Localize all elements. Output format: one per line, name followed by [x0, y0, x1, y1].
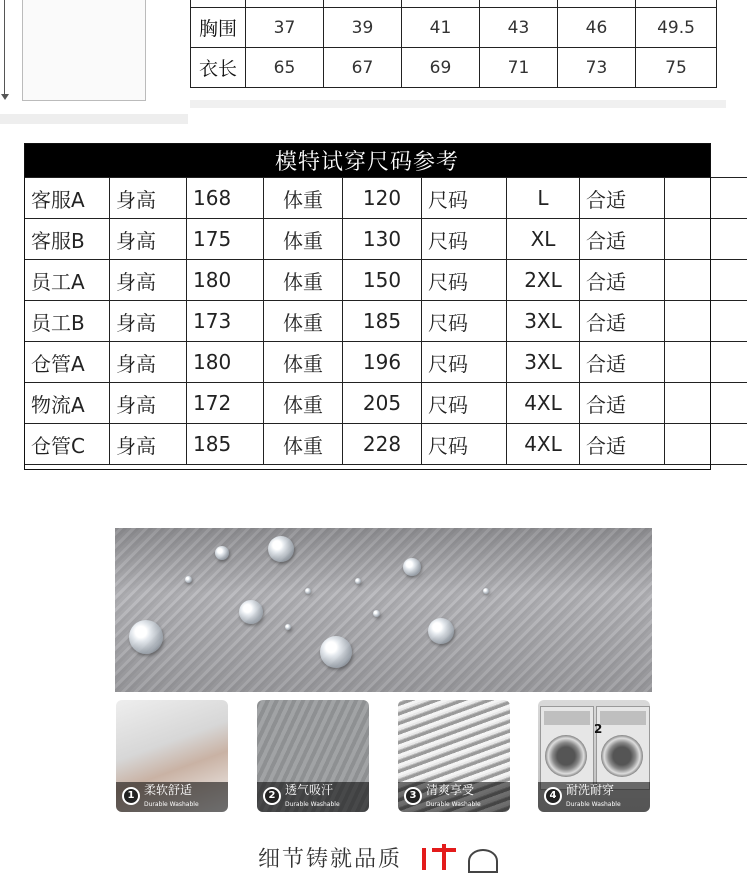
feature-number: 1 [122, 787, 140, 805]
table-row [25, 260, 748, 301]
water-drop-icon [239, 600, 263, 624]
row-label: 衣长 [191, 48, 246, 88]
water-drop-icon [268, 536, 294, 562]
washing-machine-icon [540, 706, 594, 790]
feature-label: 耐洗耐穿 [566, 783, 615, 797]
table-row [25, 424, 748, 465]
size-label: 尺码 [422, 178, 507, 219]
size-label: 尺码 [422, 424, 507, 465]
table-cell: 75 [636, 48, 717, 88]
water-drop-icon [483, 588, 489, 594]
table-row [191, 48, 717, 88]
product-image-fragment [22, 0, 146, 101]
table-cell: 46 [558, 8, 636, 48]
feature-durable [538, 700, 650, 812]
divider [190, 100, 726, 108]
weight-label: 体重 [264, 260, 343, 301]
fit-label: 合适 [580, 301, 665, 342]
model-size-table [24, 177, 747, 465]
table-cell: 69 [402, 48, 480, 88]
weight-label: 体重 [264, 301, 343, 342]
fit-label: 合适 [580, 178, 665, 219]
feature-sublabel: Durable Washable [426, 801, 481, 808]
size-value: XL [507, 219, 580, 260]
feature-label: 柔软舒适 [144, 783, 193, 797]
empty-cell [665, 383, 748, 424]
size-value: 2XL [507, 260, 580, 301]
table-row [191, 8, 717, 48]
weight-value: 228 [343, 424, 422, 465]
machine-number: 2 [594, 722, 603, 736]
weight-label: 体重 [264, 424, 343, 465]
model-name: 仓管A [25, 342, 110, 383]
water-drop-icon [215, 546, 229, 560]
fit-label: 合适 [580, 424, 665, 465]
feature-fresh [398, 700, 510, 812]
height-label: 身高 [110, 383, 187, 424]
size-value: 4XL [507, 424, 580, 465]
weight-value: 205 [343, 383, 422, 424]
fit-label: 合适 [580, 260, 665, 301]
size-label: 尺码 [422, 383, 507, 424]
model-table-title: 模特试穿尺码参考 [24, 143, 710, 177]
fabric-waterdrop-photo [115, 528, 652, 692]
table-row [25, 383, 748, 424]
weight-value: 196 [343, 342, 422, 383]
table-cell: 65 [246, 48, 324, 88]
water-drop-icon [305, 588, 311, 594]
weight-label: 体重 [264, 178, 343, 219]
water-drop-icon [185, 576, 192, 583]
weight-value: 150 [343, 260, 422, 301]
size-label: 尺码 [422, 342, 507, 383]
divider [0, 114, 188, 124]
height-label: 身高 [110, 260, 187, 301]
feature-label: 清爽享受 [426, 783, 475, 797]
height-value: 185 [187, 424, 264, 465]
model-name: 客服A [25, 178, 110, 219]
decorative-icon [468, 849, 498, 873]
water-drop-icon [285, 624, 291, 630]
height-value: 168 [187, 178, 264, 219]
weight-label: 体重 [264, 383, 343, 424]
fit-label: 合适 [580, 219, 665, 260]
model-name: 客服B [25, 219, 110, 260]
height-label: 身高 [110, 424, 187, 465]
height-value: 173 [187, 301, 264, 342]
table-row [25, 301, 748, 342]
height-value: 172 [187, 383, 264, 424]
feature-sublabel: Durable Washable [566, 801, 621, 808]
row-label: 胸围 [191, 8, 246, 48]
water-drop-icon [428, 618, 454, 644]
model-name: 员工A [25, 260, 110, 301]
table-cell: 71 [480, 48, 558, 88]
model-name: 物流A [25, 383, 110, 424]
table-row [25, 178, 748, 219]
empty-cell [665, 178, 748, 219]
size-table [190, 0, 717, 88]
table-cell: 43 [480, 8, 558, 48]
size-label: 尺码 [422, 301, 507, 342]
empty-cell [665, 342, 748, 383]
fit-label: 合适 [580, 383, 665, 424]
water-drop-icon [373, 610, 380, 617]
size-value: 3XL [507, 301, 580, 342]
table-cell: 37 [246, 8, 324, 48]
feature-number: 2 [263, 787, 281, 805]
empty-cell [665, 219, 748, 260]
empty-cell [665, 260, 748, 301]
water-drop-icon [355, 578, 361, 584]
table-row [191, 0, 717, 8]
height-label: 身高 [110, 342, 187, 383]
feature-label: 透气吸汗 [285, 783, 334, 797]
size-value: L [507, 178, 580, 219]
section-heading: 细节铸就品质 [258, 847, 403, 872]
feature-number: 4 [544, 787, 562, 805]
water-drop-icon [403, 558, 421, 576]
table-row [25, 342, 748, 383]
water-drop-icon [320, 636, 352, 668]
height-value: 180 [187, 260, 264, 301]
height-label: 身高 [110, 301, 187, 342]
table-cell: 39 [324, 8, 402, 48]
empty-cell [665, 301, 748, 342]
table-cell: 41 [402, 8, 480, 48]
height-label: 身高 [110, 178, 187, 219]
fit-label: 合适 [580, 342, 665, 383]
weight-value: 185 [343, 301, 422, 342]
table-cell: 49.5 [636, 8, 717, 48]
height-value: 180 [187, 342, 264, 383]
feature-breathable [257, 700, 369, 812]
weight-label: 体重 [264, 342, 343, 383]
empty-cell [665, 424, 748, 465]
size-value: 3XL [507, 342, 580, 383]
water-drop-icon [129, 620, 163, 654]
height-label: 身高 [110, 219, 187, 260]
model-name: 仓管C [25, 424, 110, 465]
model-name: 员工B [25, 301, 110, 342]
table-cell: 67 [324, 48, 402, 88]
feature-soft [116, 700, 228, 812]
feature-sublabel: Durable Washable [285, 801, 340, 808]
table-cell: 73 [558, 48, 636, 88]
weight-value: 130 [343, 219, 422, 260]
length-arrow-icon [4, 0, 6, 100]
size-label: 尺码 [422, 219, 507, 260]
height-value: 175 [187, 219, 264, 260]
feature-sublabel: Durable Washable [144, 801, 199, 808]
washing-machine-icon [596, 706, 650, 790]
size-value: 4XL [507, 383, 580, 424]
weight-label: 体重 [264, 219, 343, 260]
red-emblem-icon [420, 840, 460, 870]
table-row [25, 219, 748, 260]
weight-value: 120 [343, 178, 422, 219]
size-label: 尺码 [422, 260, 507, 301]
feature-number: 3 [404, 787, 422, 805]
